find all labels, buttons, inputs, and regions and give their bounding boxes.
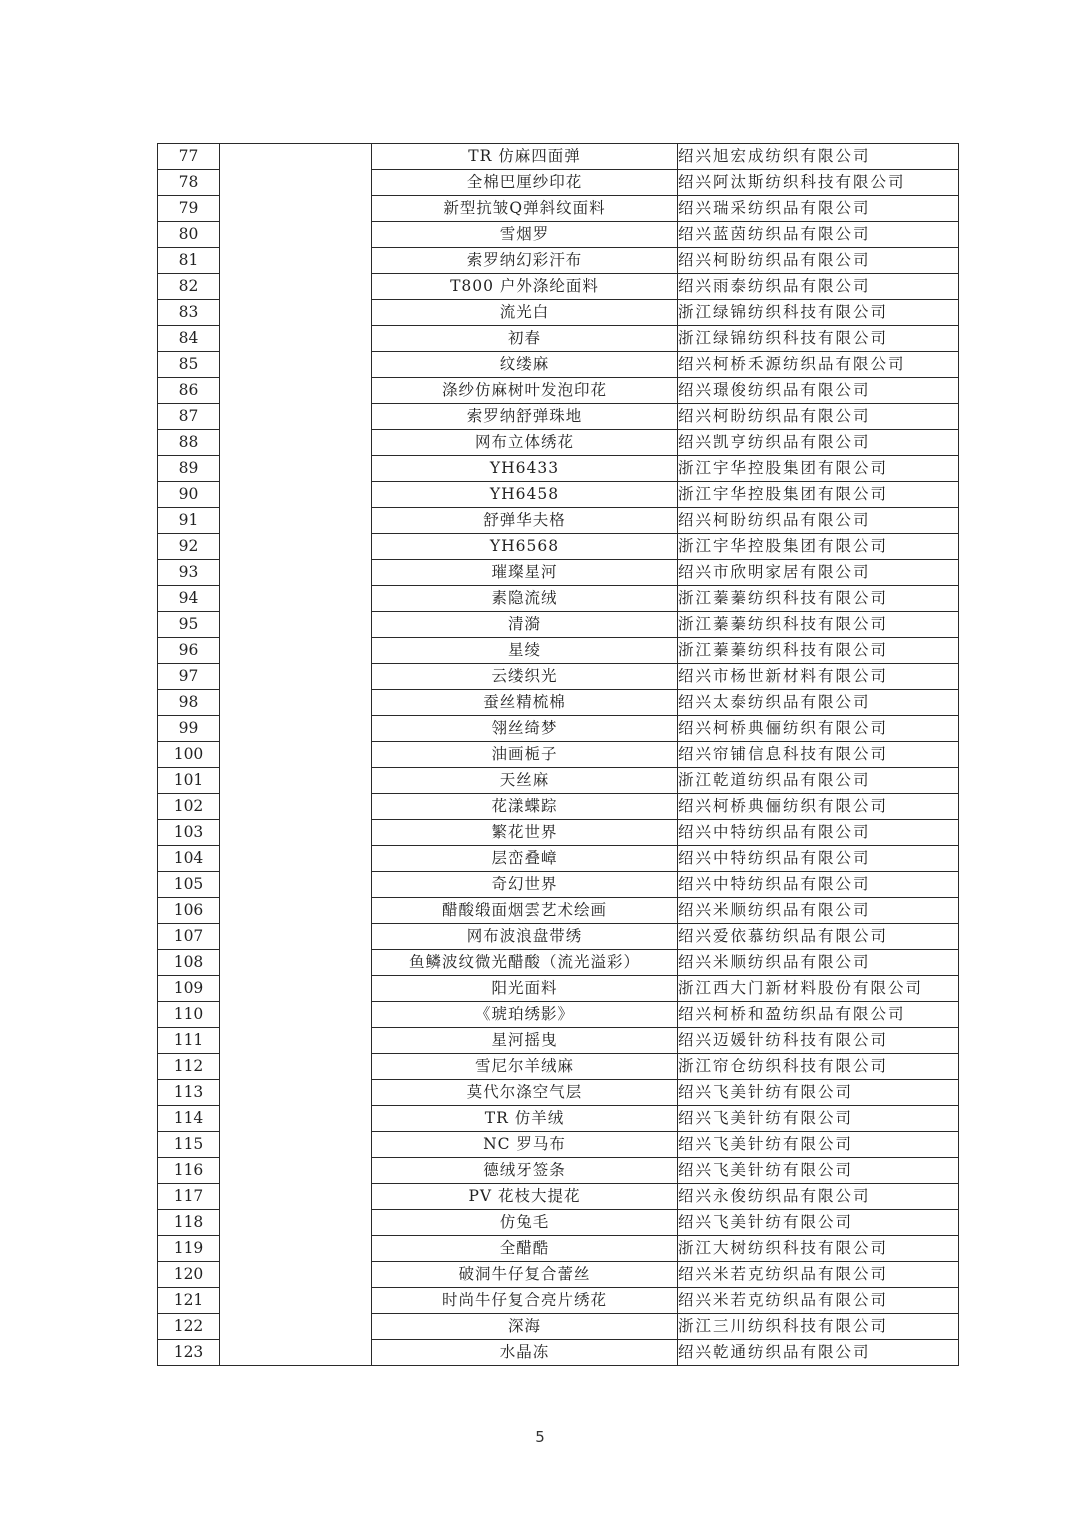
row-number-cell: 99 — [158, 716, 220, 742]
company-name-cell: 浙江蓁蓁纺织科技有限公司 — [678, 612, 959, 638]
product-name-cell: T800 户外涤纶面料 — [372, 274, 678, 300]
product-name-cell: 层峦叠嶂 — [372, 846, 678, 872]
product-name-cell: 深海 — [372, 1314, 678, 1340]
row-number-cell: 120 — [158, 1262, 220, 1288]
company-name-cell: 浙江西大门新材料股份有限公司 — [678, 976, 959, 1002]
product-name-cell: 天丝麻 — [372, 768, 678, 794]
product-name-cell: 新型抗皱Q弹斜纹面料 — [372, 196, 678, 222]
product-name-cell: YH6458 — [372, 482, 678, 508]
row-number-cell: 82 — [158, 274, 220, 300]
product-table — [157, 143, 959, 1366]
row-number-cell: 93 — [158, 560, 220, 586]
company-name-cell: 绍兴凯亨纺织品有限公司 — [678, 430, 959, 456]
product-name-cell: TR 仿麻四面弹 — [372, 144, 678, 170]
company-name-cell: 浙江宇华控股集团有限公司 — [678, 482, 959, 508]
row-number-cell: 110 — [158, 1002, 220, 1028]
row-number-cell: 97 — [158, 664, 220, 690]
company-name-cell: 绍兴璟俊纺织品有限公司 — [678, 378, 959, 404]
company-name-cell: 绍兴中特纺织品有限公司 — [678, 846, 959, 872]
company-name-cell: 浙江蓁蓁纺织科技有限公司 — [678, 638, 959, 664]
product-name-cell: 璀璨星河 — [372, 560, 678, 586]
row-number-cell: 114 — [158, 1106, 220, 1132]
row-number-cell: 102 — [158, 794, 220, 820]
company-name-cell: 绍兴迈媛针纺科技有限公司 — [678, 1028, 959, 1054]
row-number-cell: 80 — [158, 222, 220, 248]
company-name-cell: 绍兴瑞采纺织品有限公司 — [678, 196, 959, 222]
product-name-cell: 索罗纳幻彩汗布 — [372, 248, 678, 274]
product-name-cell: 雪尼尔羊绒麻 — [372, 1054, 678, 1080]
company-name-cell: 绍兴米顺纺织品有限公司 — [678, 898, 959, 924]
product-name-cell: TR 仿羊绒 — [372, 1106, 678, 1132]
row-number-cell: 122 — [158, 1314, 220, 1340]
company-name-cell: 绍兴飞美针纺有限公司 — [678, 1106, 959, 1132]
product-name-cell: 舒弹华夫格 — [372, 508, 678, 534]
product-name-cell: YH6433 — [372, 456, 678, 482]
row-number-cell: 113 — [158, 1080, 220, 1106]
row-number-cell: 79 — [158, 196, 220, 222]
company-name-cell: 绍兴米若克纺织品有限公司 — [678, 1288, 959, 1314]
company-name-cell: 浙江绿锦纺织科技有限公司 — [678, 300, 959, 326]
product-name-cell: 油画栀子 — [372, 742, 678, 768]
company-name-cell: 浙江宇华控股集团有限公司 — [678, 534, 959, 560]
product-name-cell: 纹缕麻 — [372, 352, 678, 378]
row-number-cell: 96 — [158, 638, 220, 664]
row-number-cell: 107 — [158, 924, 220, 950]
product-name-cell: 清漪 — [372, 612, 678, 638]
row-number-cell: 123 — [158, 1340, 220, 1366]
row-number-cell: 108 — [158, 950, 220, 976]
table-row — [158, 144, 959, 170]
company-name-cell: 绍兴中特纺织品有限公司 — [678, 872, 959, 898]
row-number-cell: 112 — [158, 1054, 220, 1080]
company-name-cell: 绍兴柯盼纺织品有限公司 — [678, 508, 959, 534]
company-name-cell: 浙江绿锦纺织科技有限公司 — [678, 326, 959, 352]
product-name-cell: 翎丝绮梦 — [372, 716, 678, 742]
company-name-cell: 绍兴柯桥典俪纺织有限公司 — [678, 716, 959, 742]
product-name-cell: 索罗纳舒弹珠地 — [372, 404, 678, 430]
row-number-cell: 109 — [158, 976, 220, 1002]
row-number-cell: 95 — [158, 612, 220, 638]
row-number-cell: 88 — [158, 430, 220, 456]
product-name-cell: 网布波浪盘带绣 — [372, 924, 678, 950]
row-number-cell: 106 — [158, 898, 220, 924]
product-name-cell: NC 罗马布 — [372, 1132, 678, 1158]
product-name-cell: 星绫 — [372, 638, 678, 664]
company-name-cell: 绍兴飞美针纺有限公司 — [678, 1080, 959, 1106]
company-name-cell: 浙江宇华控股集团有限公司 — [678, 456, 959, 482]
company-name-cell: 绍兴太泰纺织品有限公司 — [678, 690, 959, 716]
row-number-cell: 84 — [158, 326, 220, 352]
company-name-cell: 绍兴乾通纺织品有限公司 — [678, 1340, 959, 1366]
company-name-cell: 浙江帘仓纺织科技有限公司 — [678, 1054, 959, 1080]
row-number-cell: 91 — [158, 508, 220, 534]
row-number-cell: 81 — [158, 248, 220, 274]
category-cell — [220, 144, 372, 1366]
row-number-cell: 105 — [158, 872, 220, 898]
company-name-cell: 绍兴雨泰纺织品有限公司 — [678, 274, 959, 300]
product-name-cell: 水晶冻 — [372, 1340, 678, 1366]
company-name-cell: 浙江蓁蓁纺织科技有限公司 — [678, 586, 959, 612]
row-number-cell: 77 — [158, 144, 220, 170]
row-number-cell: 94 — [158, 586, 220, 612]
product-name-cell: 仿兔毛 — [372, 1210, 678, 1236]
product-name-cell: 时尚牛仔复合亮片绣花 — [372, 1288, 678, 1314]
product-name-cell: 《琥珀绣影》 — [372, 1002, 678, 1028]
row-number-cell: 104 — [158, 846, 220, 872]
product-name-cell: 初春 — [372, 326, 678, 352]
row-number-cell: 103 — [158, 820, 220, 846]
company-name-cell: 绍兴柯桥禾源纺织品有限公司 — [678, 352, 959, 378]
product-name-cell: 星河摇曳 — [372, 1028, 678, 1054]
company-name-cell: 绍兴旭宏成纺织有限公司 — [678, 144, 959, 170]
product-name-cell: 鱼鳞波纹微光醋酸（流光溢彩） — [372, 950, 678, 976]
row-number-cell: 87 — [158, 404, 220, 430]
company-name-cell: 浙江大树纺织科技有限公司 — [678, 1236, 959, 1262]
company-name-cell: 绍兴柯盼纺织品有限公司 — [678, 248, 959, 274]
company-name-cell: 绍兴蓝茵纺织品有限公司 — [678, 222, 959, 248]
row-number-cell: 118 — [158, 1210, 220, 1236]
row-number-cell: 100 — [158, 742, 220, 768]
company-name-cell: 绍兴飞美针纺有限公司 — [678, 1210, 959, 1236]
product-name-cell: 网布立体绣花 — [372, 430, 678, 456]
row-number-cell: 101 — [158, 768, 220, 794]
company-name-cell: 绍兴米若克纺织品有限公司 — [678, 1262, 959, 1288]
company-name-cell: 绍兴柯盼纺织品有限公司 — [678, 404, 959, 430]
product-name-cell: 云缕织光 — [372, 664, 678, 690]
company-name-cell: 绍兴飞美针纺有限公司 — [678, 1158, 959, 1184]
row-number-cell: 90 — [158, 482, 220, 508]
product-name-cell: 蚕丝精梳棉 — [372, 690, 678, 716]
company-name-cell: 绍兴中特纺织品有限公司 — [678, 820, 959, 846]
product-name-cell: 花漾蝶踪 — [372, 794, 678, 820]
company-name-cell: 绍兴市杨世新材料有限公司 — [678, 664, 959, 690]
product-name-cell: 全醋酷 — [372, 1236, 678, 1262]
row-number-cell: 117 — [158, 1184, 220, 1210]
product-name-cell: 醋酸缎面烟雲艺术绘画 — [372, 898, 678, 924]
row-number-cell: 119 — [158, 1236, 220, 1262]
company-name-cell: 浙江乾道纺织品有限公司 — [678, 768, 959, 794]
product-name-cell: 素隐流绒 — [372, 586, 678, 612]
company-name-cell: 绍兴永俊纺织品有限公司 — [678, 1184, 959, 1210]
company-name-cell: 绍兴柯桥典俪纺织有限公司 — [678, 794, 959, 820]
product-name-cell: 破洞牛仔复合蕾丝 — [372, 1262, 678, 1288]
row-number-cell: 121 — [158, 1288, 220, 1314]
row-number-cell: 78 — [158, 170, 220, 196]
company-name-cell: 绍兴米顺纺织品有限公司 — [678, 950, 959, 976]
row-number-cell: 98 — [158, 690, 220, 716]
product-name-cell: PV 花枝大提花 — [372, 1184, 678, 1210]
row-number-cell: 86 — [158, 378, 220, 404]
row-number-cell: 85 — [158, 352, 220, 378]
row-number-cell: 83 — [158, 300, 220, 326]
company-name-cell: 绍兴飞美针纺有限公司 — [678, 1132, 959, 1158]
row-number-cell: 116 — [158, 1158, 220, 1184]
product-name-cell: 奇幻世界 — [372, 872, 678, 898]
product-name-cell: 雪烟罗 — [372, 222, 678, 248]
page-number: 5 — [535, 1428, 545, 1446]
company-name-cell: 绍兴爱依慕纺织品有限公司 — [678, 924, 959, 950]
product-name-cell: 涤纱仿麻树叶发泡印花 — [372, 378, 678, 404]
row-number-cell: 92 — [158, 534, 220, 560]
row-number-cell: 115 — [158, 1132, 220, 1158]
company-name-cell: 绍兴柯桥和盈纺织品有限公司 — [678, 1002, 959, 1028]
product-name-cell: 德绒牙签条 — [372, 1158, 678, 1184]
product-name-cell: 繁花世界 — [372, 820, 678, 846]
company-name-cell: 绍兴阿汰斯纺织科技有限公司 — [678, 170, 959, 196]
row-number-cell: 89 — [158, 456, 220, 482]
company-name-cell: 绍兴帘铺信息科技有限公司 — [678, 742, 959, 768]
product-name-cell: 流光白 — [372, 300, 678, 326]
product-name-cell: 阳光面料 — [372, 976, 678, 1002]
product-table-body — [158, 144, 959, 1366]
product-name-cell: 莫代尔涤空气层 — [372, 1080, 678, 1106]
product-name-cell: YH6568 — [372, 534, 678, 560]
product-name-cell: 全棉巴厘纱印花 — [372, 170, 678, 196]
company-name-cell: 绍兴市欣明家居有限公司 — [678, 560, 959, 586]
row-number-cell: 111 — [158, 1028, 220, 1054]
company-name-cell: 浙江三川纺织科技有限公司 — [678, 1314, 959, 1340]
